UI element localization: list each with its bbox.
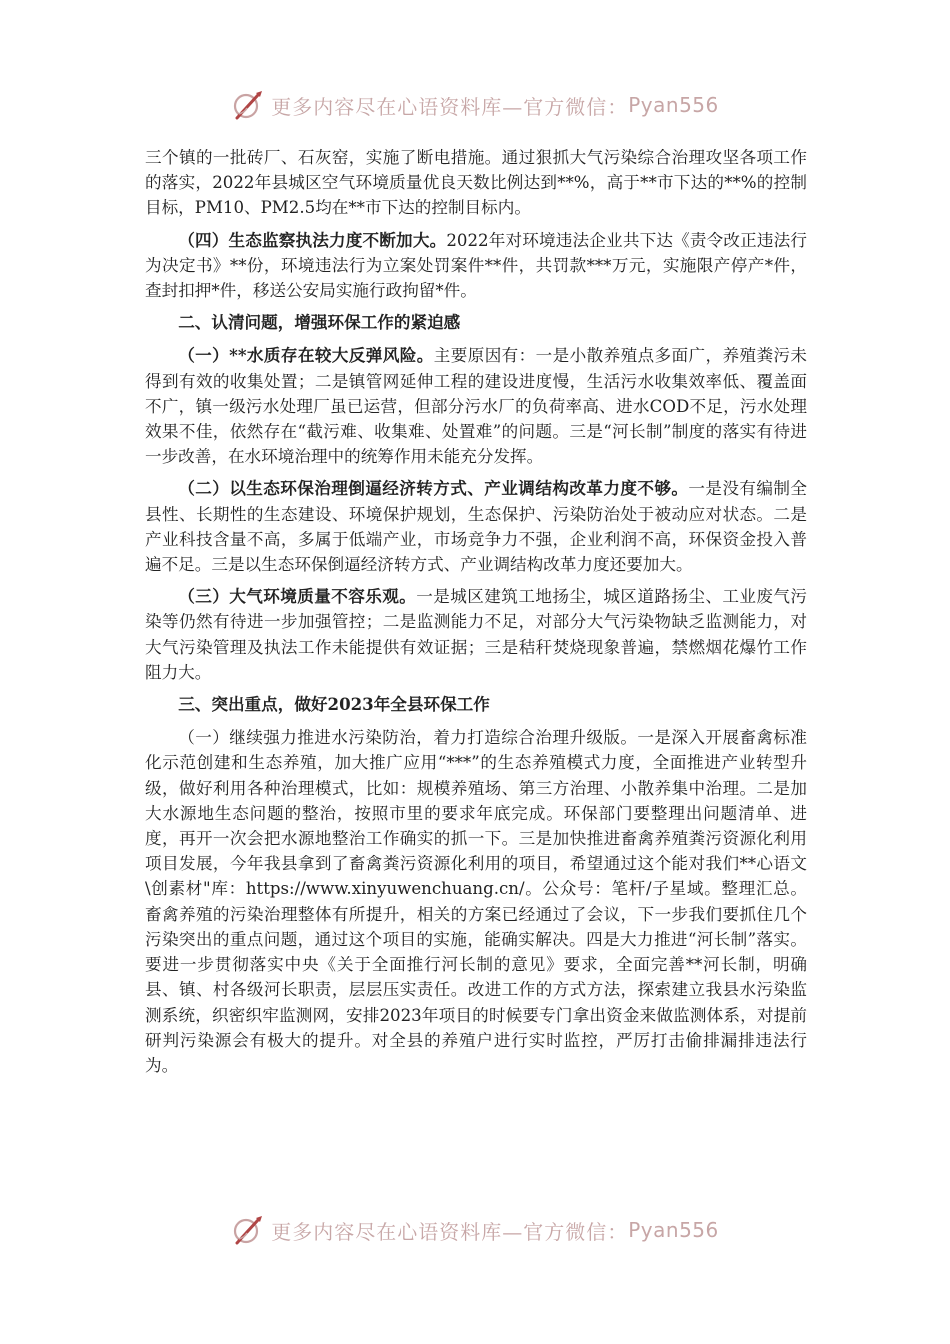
paragraph-lead: （四）生态监察执法力度不断加大。 (178, 229, 447, 250)
paragraph: 三个镇的一批砖厂、石灰窑，实施了断电措施。通过狠抓大气污染综合治理攻坚各项工作的落实，2022年县城区空气环境质量优良天数比例达到**%，高于**市下达的**%的控制目标，PM10、PM2.5均在**市下达的控制目标内。 (145, 148, 807, 218)
paragraph-text: 2022年对环境违法企业共下达《责令改正违法行为决定书》**份，环境违法行为立案处罚案件**件，共罚款***万元，实施限产停产*件，查封扣押*件，移送公安局实施行政拘留*件。 (145, 230, 808, 301)
watermark-wechat-id: Pyan556 (628, 93, 719, 117)
watermark-banner-bottom (0, 1210, 950, 1250)
pen-logo-icon (231, 1213, 265, 1247)
pen-logo-icon (231, 88, 265, 122)
document-body (145, 145, 807, 1085)
watermark-banner-top (0, 85, 950, 125)
watermark-text: 更多内容尽在心语资料库—官方微信： (271, 94, 629, 119)
section-heading: 三、突出重点，做好2023年全县环保工作 (178, 694, 490, 715)
paragraph-lead: （一）**水质存在较大反弹风险。 (178, 345, 434, 366)
paragraph (145, 343, 807, 469)
watermark-wechat-id: Pyan556 (628, 1218, 719, 1242)
paragraph (145, 228, 807, 304)
section-heading: 二、认清问题，增强环保工作的紧迫感 (178, 312, 461, 333)
paragraph (145, 476, 807, 577)
paragraph: （一）继续强力推进水污染防治，着力打造综合治理升级版。一是深入开展畜禽标准化示范创建和生态养殖，加大推广应用“***”的生态养殖模式力度，全面推进产业转型升级，做好利用各种治理模式，比如：规模养殖场、第三方治理、小散养集中治理。二是加大水源地生态问题的整治，按照市里的要求年底完成。环保部门要整理出问题清单、进度，再开一次会把水源地整治工作确实的抓一下。三是加快推进畜禽养殖粪污资源化利用项目发展，今年我县拿到了畜禽粪污资源化利用的项目，希望通过这个能对我们**心语文\创素材"库：https://www.xinyuwenchuang.cn/。公众号：笔杆/子星域。整理汇总。畜禽养殖的污染治理整体有所提升，相关的方案已经通过了会议，下一步我们要抓住几个污染突出的重点问题，通过这个项目的实施，能确实解决。四是大力推进“河长制”落实。要进一步贯彻落实中央《关于全面推行河长制的意见》要求，全面完善**河长制，明确县、镇、村各级河长职责，层层压实责任。改进工作的方式方法，探索建立我县水污染监测系统，织密织牢监测网，安排2023年项目的时候要专门拿出资金来做监测体系，对提前研判污染源会有极大的提升。对全县的养殖户进行实时监控，严厉打击偷排漏排违法行为。 (145, 728, 807, 1075)
paragraph (145, 584, 807, 685)
paragraph-lead: （三）大气环境质量不容乐观。 (178, 586, 417, 607)
watermark-text: 更多内容尽在心语资料库—官方微信： (271, 1219, 629, 1244)
paragraph-lead: （二）以生态环保治理倒逼经济转方式、产业调结构改革力度不够。 (178, 478, 689, 499)
paragraph-text: 一是城区建筑工地扬尘，城区道路扬尘、工业废气污染等仍然有待进一步加强管控；二是监测能力不足，对部分大气污染物缺乏监测能力，对大气污染管理及执法工作未能提供有效证据；三是秸秆焚烧现象普遍，禁燃烟花爆竹工作阻力大。 (145, 587, 808, 682)
paragraph-text: 一是没有编制全县性、长期性的生态建设、环境保护规划，生态保护、污染防治处于被动应对状态。二是产业科技含量不高，多属于低端产业，市场竞争力不强，企业利润不高，环保资金投入普遍不足。三是以生态环保倒逼经济转方式、产业调结构改革力度还要加大。 (145, 479, 808, 575)
paragraph-text: 主要原因有：一是小散养殖点多面广，养殖粪污未得到有效的收集处置；二是镇管网延伸工程的建设进度慢，生活污水收集效率低、覆盖面不广，镇一级污水处理厂虽已运营，但部分污水厂的负荷率高、进水COD不足，污水处理效果不佳，依然存在“截污难、收集难、处置难”的问题。三是“河长制”制度的落实有待进一步改善，在水环境治理中的统筹作用未能充分发挥。 (145, 346, 808, 467)
